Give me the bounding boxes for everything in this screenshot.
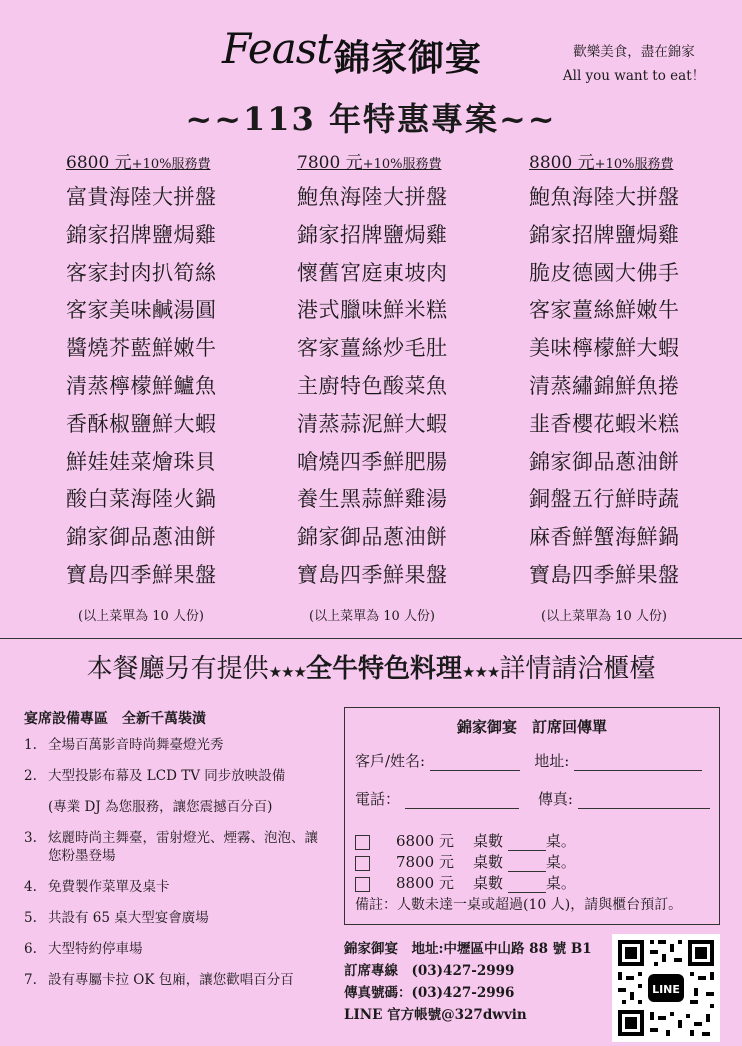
- dish: 養生黑蒜鮮雞湯: [297, 487, 448, 512]
- dish: 寶島四季鮮果盤: [66, 562, 217, 587]
- star-icon: ★★★: [268, 663, 306, 681]
- dish: 港式臘味鮮米糕: [297, 298, 448, 323]
- option-8800: 8800 元 桌數 桌。: [355, 872, 576, 893]
- name-field[interactable]: [430, 770, 520, 771]
- form-title: 錦家御宴 訂席回傳單: [456, 718, 607, 736]
- list-item: 5. 共設有 65 桌大型宴會廣場: [24, 910, 209, 926]
- table-count-field[interactable]: [508, 892, 546, 893]
- phone-label: 電話：: [355, 790, 401, 808]
- dish: 銅盤五行鮮時蔬: [529, 487, 680, 512]
- dish: 香酥椒鹽鮮大蝦: [66, 411, 217, 436]
- dish: 錦家御品蔥油餅: [297, 525, 448, 550]
- dish: 麻香鮮蟹海鮮鍋: [529, 525, 680, 550]
- checkbox-8800[interactable]: [355, 877, 370, 892]
- logo-script: Feast: [222, 24, 333, 73]
- name-label: 客戶/姓名:: [355, 752, 426, 770]
- address-field[interactable]: [574, 770, 702, 771]
- menu-column-6800: [66, 148, 266, 624]
- list-item: 4. 免費製作菜單及桌卡: [24, 879, 170, 895]
- dish: 韭香櫻花蝦米糕: [529, 411, 680, 436]
- dish: 主廚特色酸菜魚: [297, 373, 448, 398]
- dish: 客家封肉扒筍絲: [66, 260, 217, 285]
- beef-banner: [0, 648, 742, 685]
- dish: 美味檸檬鮮大蝦: [529, 336, 680, 361]
- dish: 鮑魚海陸大拼盤: [529, 185, 680, 209]
- qr-code-icon: [612, 934, 720, 1042]
- menu-price: 6800 元+10%服務費: [66, 153, 211, 173]
- reservation-form: [344, 707, 720, 925]
- menu-column-7800: [297, 148, 497, 624]
- dish: 客家薑絲鮮嫩牛: [529, 298, 680, 323]
- list-item: 6. 大型特約停車場: [24, 941, 143, 957]
- list-item: (專業 DJ 為您服務，讓您震撼百分百): [48, 799, 273, 815]
- contact-fax: 傳真號碼：(03)427-2996: [344, 985, 515, 1001]
- list-item: 7. 設有專屬卡拉 OK 包廂，讓您歡唱百分百: [24, 972, 294, 988]
- dish: 寶島四季鮮果盤: [297, 562, 448, 587]
- page-title: ~~113 年特惠專案~~: [185, 100, 557, 138]
- checkbox-6800[interactable]: [355, 835, 370, 850]
- contact-address: 錦家御宴 地址:中壢區中山路 88 號 B1: [344, 941, 592, 957]
- form-remark: 備註：人數未達一桌或超過(10 人)，請與櫃台預訂。: [355, 897, 683, 913]
- list-item: 3. 炫麗時尚主舞臺，雷射燈光、煙霧、泡泡、讓您粉墨登場: [24, 830, 318, 864]
- banner-main: 全牛特色料理: [305, 654, 462, 684]
- contact-line-id: LINE 官方帳號@327dwvin: [344, 1007, 527, 1023]
- list-item: 1. 全場百萬影音時尚舞臺燈光秀: [24, 737, 224, 753]
- dish: 鮮娃娃菜燴珠貝: [66, 449, 217, 474]
- dish: 錦家御品蔥油餅: [66, 525, 217, 550]
- fax-label: 傳真:: [537, 790, 573, 808]
- tagline-line1: 歡樂美食，盡在錦家: [573, 44, 695, 60]
- dish: 懷舊宮庭東坡肉: [297, 260, 448, 285]
- dish: 脆皮德國大佛手: [529, 260, 680, 285]
- menu-price: 8800 元+10%服務費: [529, 153, 674, 173]
- star-icon: ★★★: [462, 663, 500, 681]
- menu-note: (以上菜單為 10 人份): [78, 608, 204, 624]
- dish: 客家美味鹹湯圓: [66, 298, 217, 323]
- logo-name: 錦家御宴: [334, 38, 483, 79]
- dish: 酸白菜海陸火鍋: [66, 487, 217, 512]
- dish: 錦家招牌鹽焗雞: [529, 222, 680, 247]
- phone-fax-row: [355, 788, 710, 809]
- dish: 富貴海陸大拼盤: [66, 185, 217, 209]
- facilities-title: 宴席設備專區 全新千萬裝潢: [24, 711, 206, 727]
- dish: 醬燒芥藍鮮嫩牛: [66, 336, 217, 361]
- checkbox-7800[interactable]: [355, 856, 370, 871]
- line-qr-code[interactable]: [612, 934, 720, 1042]
- dish: 寶島四季鮮果盤: [529, 562, 680, 587]
- dish: 嗆燒四季鮮肥腸: [297, 449, 448, 474]
- dish: 清蒸繡錦鮮魚捲: [529, 373, 680, 398]
- qr-label: LINE: [652, 983, 680, 996]
- list-item: 2. 大型投影布幕及 LCD TV 同步放映設備: [24, 768, 286, 784]
- phone-field[interactable]: [405, 808, 519, 809]
- name-address-row: [355, 750, 702, 771]
- dish: 錦家御品蔥油餅: [529, 449, 680, 474]
- menu-column-8800: [529, 148, 729, 624]
- section-divider: [0, 638, 742, 639]
- menu-note: (以上菜單為 10 人份): [309, 608, 435, 624]
- menu-price: 7800 元+10%服務費: [297, 153, 442, 173]
- option-7800: 7800 元 桌數 桌。: [355, 851, 576, 872]
- dish: 鮑魚海陸大拼盤: [297, 185, 448, 209]
- contact-phone: 訂席專線 (03)427-2999: [344, 963, 515, 979]
- menu-note: (以上菜單為 10 人份): [541, 608, 667, 624]
- dish: 錦家招牌鹽焗雞: [66, 222, 217, 247]
- banner-pre: 本餐廳另有提供: [86, 654, 269, 684]
- dish: 清蒸檸檬鮮鱸魚: [66, 373, 217, 398]
- dish: 客家薑絲炒毛肚: [297, 336, 448, 361]
- address-label: 地址:: [534, 752, 570, 770]
- dish: 錦家招牌鹽焗雞: [297, 222, 448, 247]
- tagline: [560, 40, 708, 88]
- dish: 清蒸蒜泥鮮大蝦: [297, 411, 448, 436]
- banner-post: 詳情請洽櫃檯: [499, 654, 656, 684]
- option-6800: 6800 元 桌數 桌。: [355, 830, 576, 851]
- fax-field[interactable]: [578, 808, 710, 809]
- tagline-line2: All you want to eat！: [562, 68, 706, 84]
- contact-info: [344, 938, 592, 1026]
- facilities-list: [24, 736, 334, 1002]
